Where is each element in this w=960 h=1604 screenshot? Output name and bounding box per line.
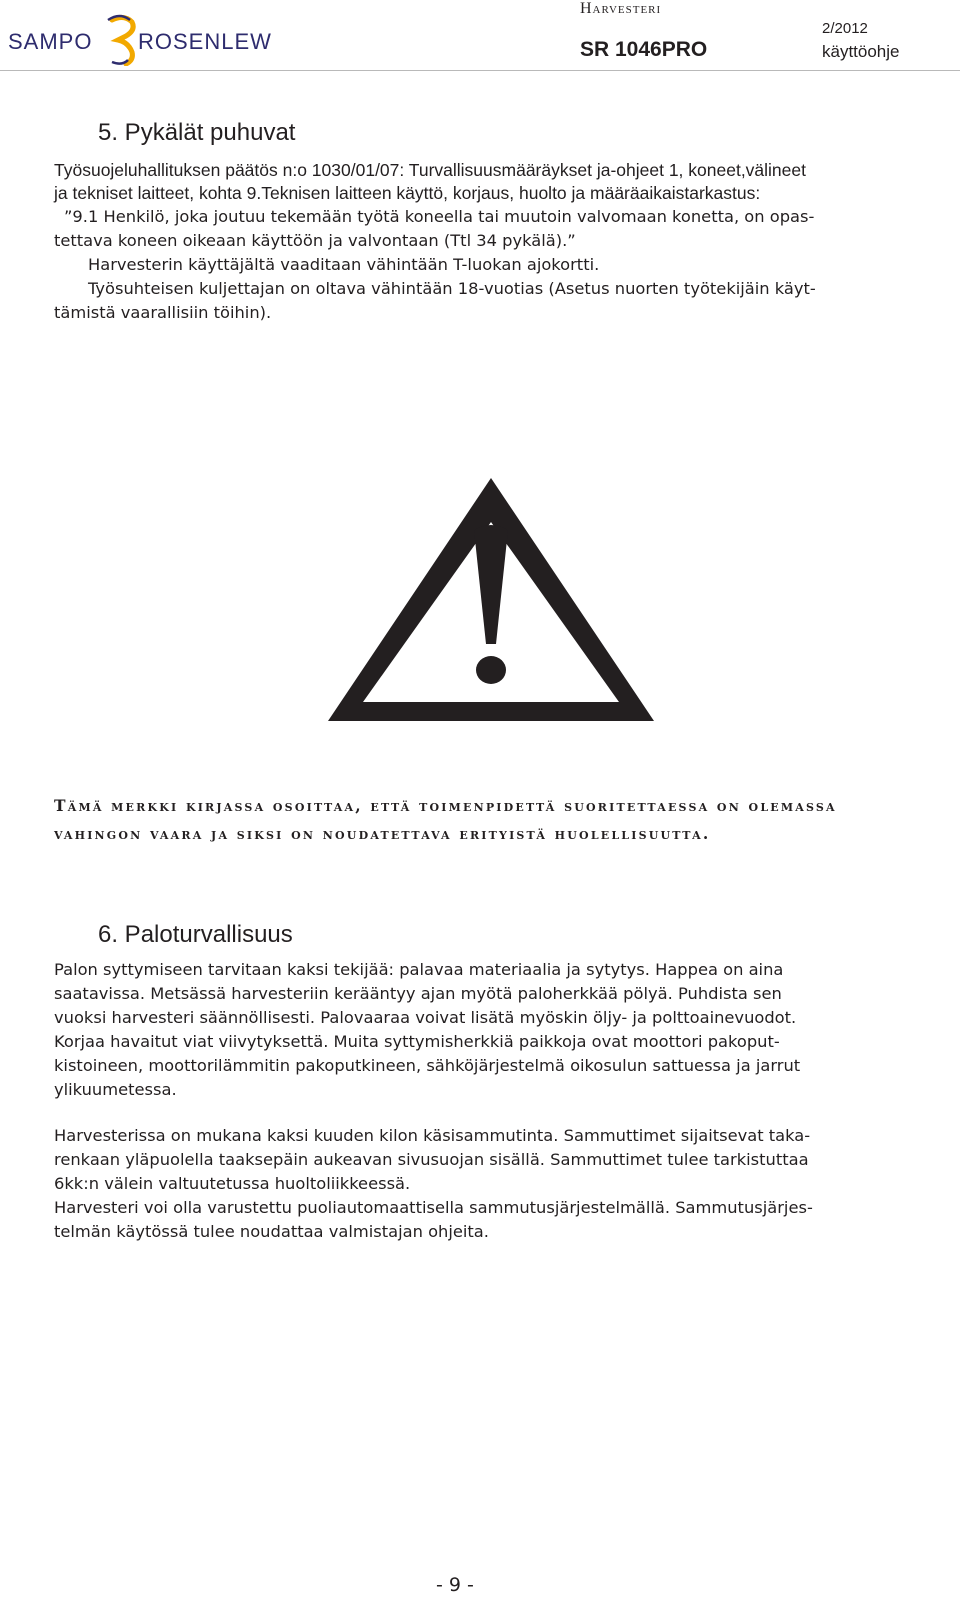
sampo-rosenlew-logo (8, 12, 278, 68)
paragraph-line: Harvesteri voi olla varustettu puoliautomaattisella sammutusjärjestelmällä. Sammutusjärjes- (54, 1198, 813, 1217)
quote-line: ”9.1 Henkilö, joka joutuu tekemään työtä koneella tai muutoin valvomaan konetta, on opas- (64, 207, 815, 226)
section-5-quote (54, 205, 816, 325)
paragraph-line: Palon syttymiseen tarvitaan kaksi tekijää: palavaa materiaalia ja sytytys. Happea on aina (54, 960, 784, 979)
age-line: Työsuhteisen kuljettajan on oltava vähintään 18-vuotias (Asetus nuorten työtekijäin käyt- (88, 279, 816, 298)
paragraph-line: vuoksi harvesteri säännöllisesti. Palovaaraa voivat lisätä myöskin öljy- ja polttoainevuodot. (54, 1008, 797, 1027)
intro-line: ja tekniset laitteet, kohta 9.Teknisen laitteen käyttö, korjaus, huolto ja määräaikaistarkastus: (54, 183, 761, 203)
paragraph-line: saatavissa. Metsässä harvesteriin kerääntyy ajan myötä paloherkkää pölyä. Puhdista sen (54, 984, 782, 1003)
fire-safety-paragraph-1 (54, 958, 800, 1102)
warning-line: vahingon vaara ja siksi on noudatettava erityistä huolellisuutta. (54, 824, 711, 843)
logo-text-left: SAMPO (8, 29, 93, 54)
paragraph-line: Harvesterissa on mukana kaksi kuuden kilon käsisammutinta. Sammuttimet sijaitsevat taka- (54, 1126, 811, 1145)
header-date: 2/2012 (822, 20, 868, 37)
fire-safety-paragraph-2 (54, 1124, 813, 1244)
intro-line: Työsuojeluhallituksen päätös n:o 1030/01/07: Turvallisuusmääräykset ja-ohjeet 1, koneet,välineet (54, 160, 806, 180)
logo-text-right: ROSENLEW (138, 29, 272, 54)
age-line: tämistä vaarallisiin töihin). (54, 303, 272, 322)
header-manual-label: käyttöohje (822, 42, 900, 61)
header-model: SR 1046PRO (580, 38, 708, 61)
section-6-title: 6. Paloturvallisuus (98, 921, 293, 948)
paragraph-line: ylikuumetessa. (54, 1080, 177, 1099)
quote-line: tettava koneen oikeaan käyttöön ja valvontaan (Ttl 34 pykälä).” (54, 231, 576, 250)
paragraph-line: Korjaa havaitut viat viivytyksettä. Muita syttymisherkkiä paikkoja ovat moottori pakoput- (54, 1032, 780, 1051)
section-5-intro (54, 159, 806, 205)
page-number: - 9 - (436, 1574, 474, 1596)
paragraph-line: kistoineen, moottorilämmitin pakoputkineen, sähköjärjestelmä oikosulun sattuessa ja jarrut (54, 1056, 801, 1075)
warning-notice (54, 792, 914, 848)
paragraph-line: 6kk:n välein valtuutetussa huoltoliikkeessä. (54, 1174, 411, 1193)
section-5-title: 5. Pykälät puhuvat (98, 119, 296, 146)
header-divider (0, 70, 960, 71)
warning-triangle-icon (326, 474, 656, 724)
header-series: Harvesteri (580, 0, 662, 17)
paragraph-line: renkaan yläpuolella taaksepäin aukeavan sivusuojan sisällä. Sammuttimet tulee tarkistuttaa (54, 1150, 809, 1169)
warning-line: Tämä merkki kirjassa osoittaa, että toimenpidettä suoritettaessa on olemassa (54, 796, 837, 815)
paragraph-line: telmän käytössä tulee noudattaa valmistajan ohjeita. (54, 1222, 489, 1241)
license-requirement: Harvesterin käyttäjältä vaaditaan vähintään T-luokan ajokortti. (88, 255, 600, 274)
